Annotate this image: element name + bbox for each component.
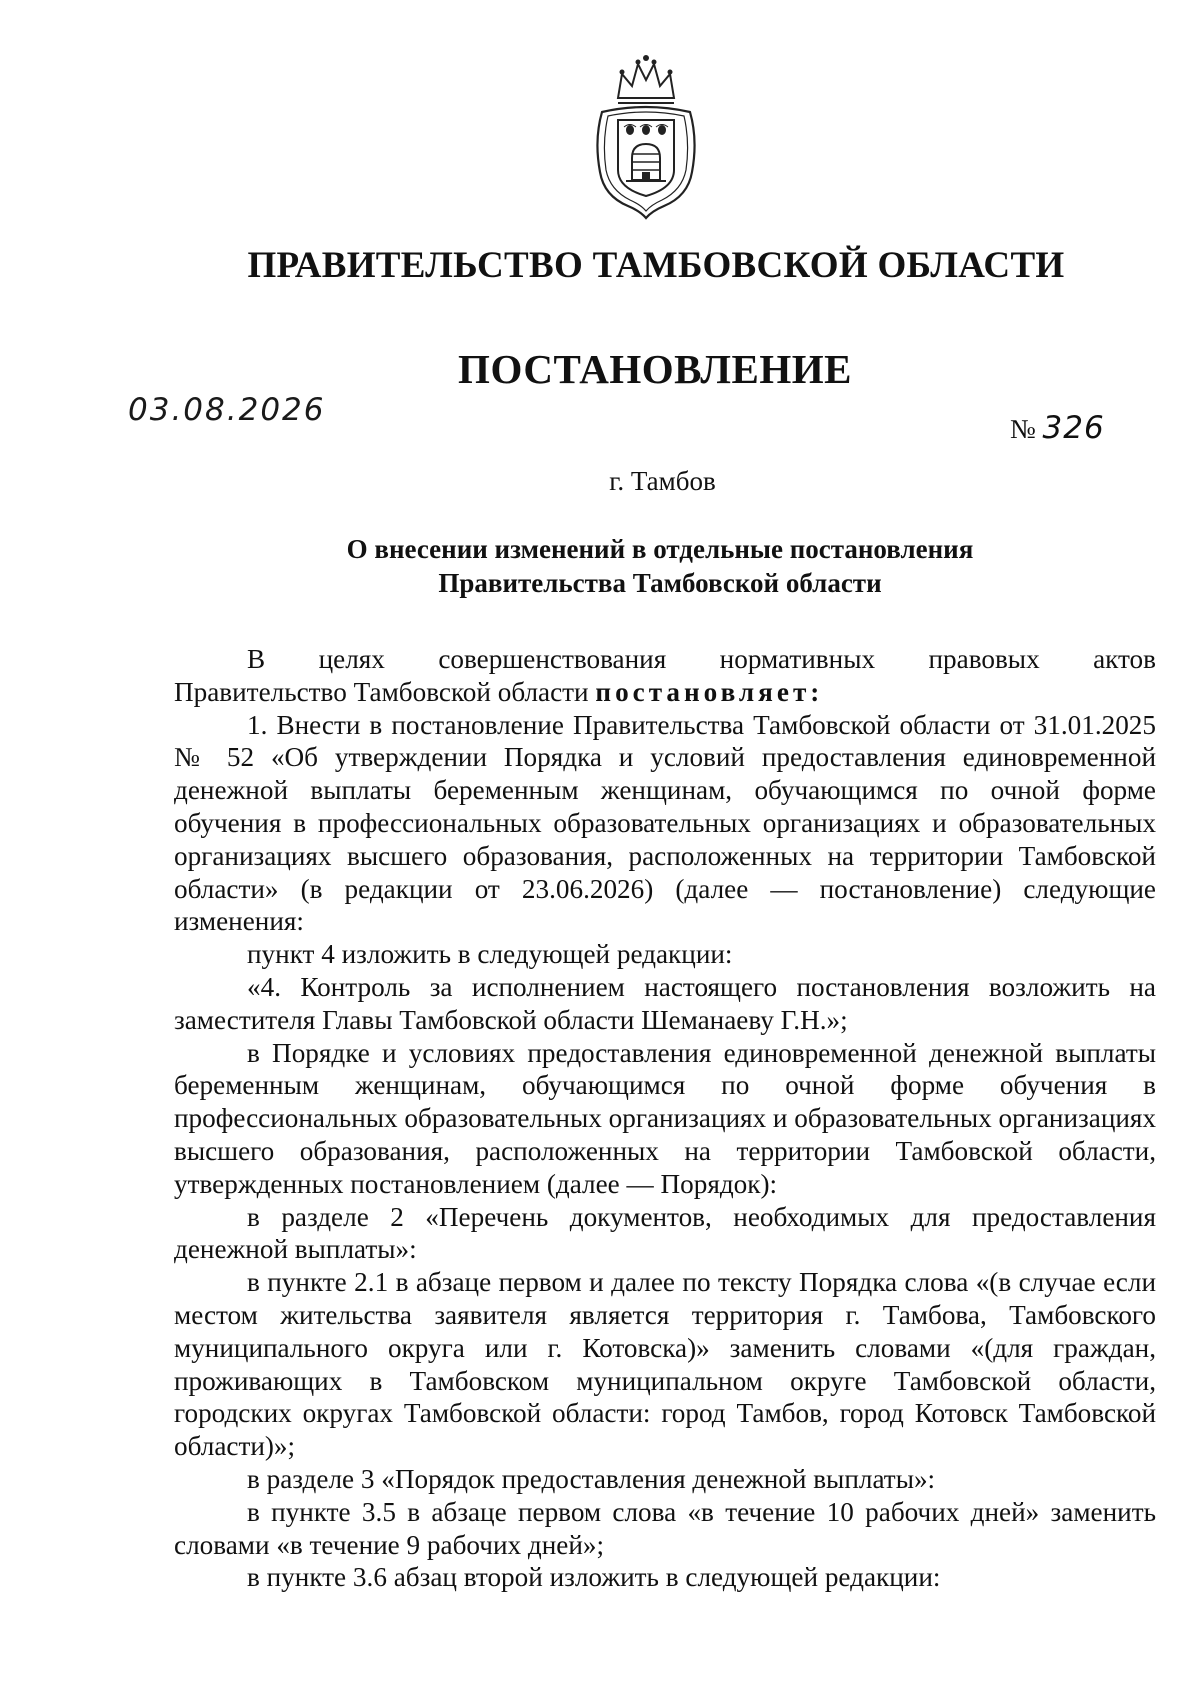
intro-paragraph-line-1: В целях совершенствования нормативных правовых актов [247,644,1156,674]
intro-subject: Правительство Тамбовской области [174,676,589,707]
paragraph-8: в пункте 3.5 в абзаце первом слова «в течение 10 рабочих дней» заменить словами «в течение 9 рабочих дней»; [174,1496,1156,1560]
subject-line-1: О внесении изменений в отдельные постановления [346,534,974,564]
document-type-title: ПОСТАНОВЛЕНИЕ [458,346,852,392]
paragraph-4: в Порядке и условиях предоставления единовременной денежной выплаты беременным женщинам, обучающимся по очной форме обучения в профессиональных образовательных организациях и образовательных организациях высшего образования, расположенных на территории Тамбовской области, утвержденных постановлением (далее — Порядок): [174,1037,1157,1199]
tambov-coat-of-arms-icon [588,50,704,222]
paragraph-2: пункт 4 изложить в следующей редакции: [247,939,733,970]
paragraph-9: в пункте 3.6 абзац второй изложить в следующей редакции: [247,1562,941,1593]
number-sign: № [1010,414,1036,444]
city-line: г. Тамбов [609,466,716,496]
paragraph-3: «4. Контроль за исполнением настоящего постановления возложить на заместителя Главы Тамбовской области Шеманаеву Г.Н.»; [174,971,1156,1035]
document-body [174,643,1156,1594]
subject-line-2: Правительства Тамбовской области [438,568,882,598]
organization-title: ПРАВИТЕЛЬСТВО ТАМБОВСКОЙ ОБЛАСТИ [247,245,1065,286]
decree-word: постановляет: [595,676,824,707]
document-date: 03.08.2026 [128,392,326,428]
paragraph-6: в пункте 2.1 в абзаце первом и далее по тексту Порядка слова «(в случае если местом жительства заявителя является территория г. Тамбова, Тамбовского муниципального округа или г. Котовска)» заменить словами «(для граждан, проживающих в Тамбовском муниципальном округе Тамбовской области, городских округах Тамбовской области: город Тамбов, город Котовск Тамбовской области)»; [174,1267,1156,1462]
paragraph-1: 1. Внести в постановление Правительства Тамбовской области от 31.01.2025 № 52 «Об утверждении Порядка и условий предоставления единовременной денежной выплаты беременным женщинам, обучающимся по очной форме обучения в профессиональных образовательных организациях и образовательных организациях высшего образования, расположенных на территории Тамбовской области» (в редакции от 23.06.2026) (далее — постановление) следующие изменения: [174,709,1156,937]
paragraph-5: в разделе 2 «Перечень документов, необходимых для предоставления денежной выплаты»: [174,1201,1156,1265]
document-subject [0,532,1200,600]
document-number [1010,410,1105,446]
number-value: 326 [1042,410,1105,446]
paragraph-7: в разделе 3 «Порядок предоставления денежной выплаты»: [247,1463,936,1494]
intro-paragraph-line-2 [174,676,1156,709]
